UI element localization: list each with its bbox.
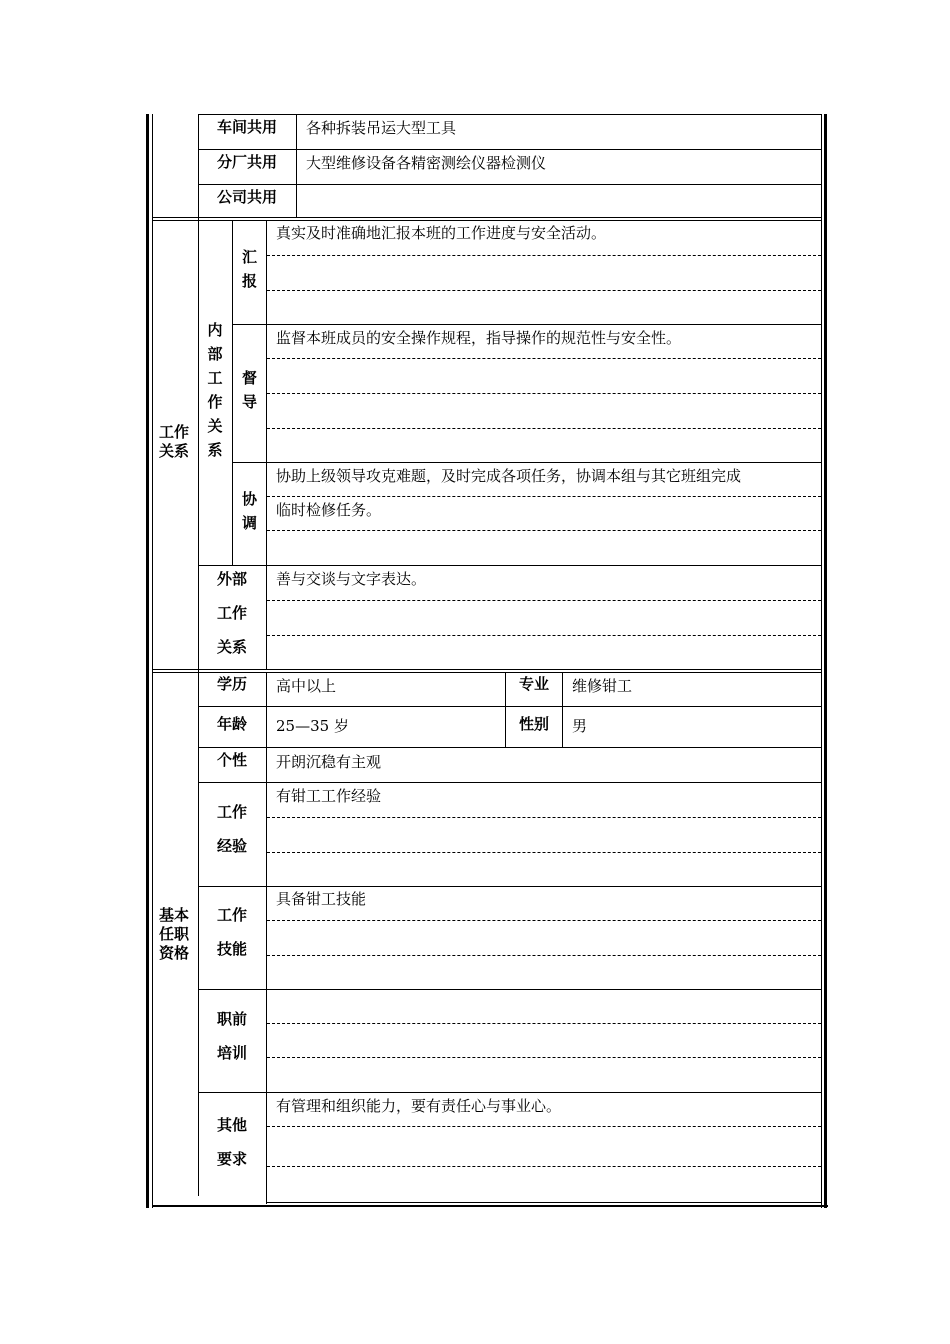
skills-bottom [198, 989, 822, 990]
age-value: 25—35 岁 [276, 717, 349, 735]
experience-label-line2: 经验 [216, 837, 247, 855]
section-divider-1a [152, 217, 822, 218]
section-divider-2b [152, 672, 822, 673]
experience-value: 有钳工工作经验 [276, 787, 382, 805]
resource-label-company: 公司共用 [216, 188, 277, 206]
skills-value: 具备钳工技能 [276, 890, 367, 908]
experience-dash-2 [267, 852, 821, 853]
work-relations-label: 工作 关系 [158, 423, 189, 460]
frame-right-border [824, 114, 827, 1208]
frame-inner-right [821, 114, 822, 1208]
major-label: 专业 [518, 675, 549, 693]
coordinate-text-line1: 协助上级领导攻克难题，及时完成各项任务，协调本组与其它班组完成 [276, 467, 742, 485]
resource-label-workshop: 车间共用 [216, 118, 277, 136]
external-label-line2: 工作 [216, 604, 247, 622]
training-dash-1 [267, 1023, 821, 1024]
skills-label-line2: 技能 [216, 940, 247, 958]
supervise-text: 监督本班成员的安全操作规程，指导操作的规范性与安全性。 [276, 329, 682, 347]
skills-dash-2 [267, 955, 821, 956]
other-value: 有管理和组织能力，要有责任心与事业心。 [276, 1097, 562, 1115]
external-label-line1: 外部 [216, 570, 247, 588]
coordinate-dash-2 [267, 530, 821, 531]
frame-bottom-border [152, 1205, 828, 1207]
education-value: 高中以上 [276, 677, 337, 695]
frame-left-border [146, 114, 149, 1208]
age-label: 年龄 [216, 715, 247, 733]
report-label: 汇 报 [241, 248, 257, 290]
other-label-line2: 要求 [216, 1150, 247, 1168]
other-dash-1 [267, 1126, 821, 1127]
education-bottom [198, 706, 822, 707]
resource-col-divider [296, 114, 297, 218]
qualifications-label: 基本 任职 资格 [158, 906, 189, 962]
skills-label-line1: 工作 [216, 906, 247, 924]
coordinate-label: 协 调 [241, 490, 257, 532]
supervise-dash-3 [267, 428, 821, 429]
frame-inner-left [152, 114, 153, 1208]
coordinate-bottom [198, 565, 822, 566]
supervise-dash-1 [267, 358, 821, 359]
personality-bottom [198, 782, 822, 783]
external-text: 善与交谈与文字表达。 [276, 570, 427, 588]
major-right-divider [562, 672, 563, 748]
skills-dash-1 [267, 920, 821, 921]
training-dash-2 [267, 1057, 821, 1058]
report-dash-2 [267, 290, 821, 291]
internal-relations-label: 内 部 工 作 关 系 [207, 321, 223, 459]
external-dash-2 [267, 635, 821, 636]
experience-dash-1 [267, 817, 821, 818]
supervise-dash-2 [267, 393, 821, 394]
other-bottom [266, 1202, 822, 1203]
gender-value: 男 [572, 717, 588, 735]
training-bottom [198, 1092, 822, 1093]
resource-row-line-2 [198, 184, 822, 185]
report-bottom [232, 324, 822, 325]
section-divider-2a [152, 669, 822, 670]
training-label-line1: 职前 [216, 1010, 247, 1028]
external-label-line3: 关系 [216, 638, 247, 656]
other-dash-2 [267, 1166, 821, 1167]
training-label-line2: 培训 [216, 1044, 247, 1062]
report-text: 真实及时准确地汇报本班的工作进度与安全活动。 [276, 224, 607, 242]
coordinate-dash-1 [267, 496, 821, 497]
qual-content-divider [266, 672, 267, 1204]
supervise-bottom [232, 462, 822, 463]
other-label-line1: 其他 [216, 1116, 247, 1134]
top-line [198, 114, 822, 115]
resource-row-line-1 [198, 149, 822, 150]
resource-value-workshop: 各种拆装吊运大型工具 [306, 119, 457, 137]
experience-bottom [198, 886, 822, 887]
experience-label-line1: 工作 [216, 803, 247, 821]
personality-label: 个性 [216, 751, 247, 769]
report-dash-1 [267, 255, 821, 256]
resource-label-branch: 分厂共用 [216, 153, 277, 171]
major-value: 维修钳工 [572, 677, 633, 695]
supervise-label: 督 导 [241, 369, 257, 411]
age-bottom [198, 747, 822, 748]
content-col-divider [266, 220, 267, 670]
gender-label: 性别 [518, 715, 549, 733]
coordinate-text-line2: 临时检修任务。 [276, 501, 382, 519]
resource-value-branch: 大型维修设备各精密测绘仪器检测仪 [306, 154, 547, 172]
education-label: 学历 [216, 675, 247, 693]
personality-value: 开朗沉稳有主观 [276, 753, 382, 771]
external-dash-1 [267, 600, 821, 601]
section-divider-1b [152, 220, 822, 221]
